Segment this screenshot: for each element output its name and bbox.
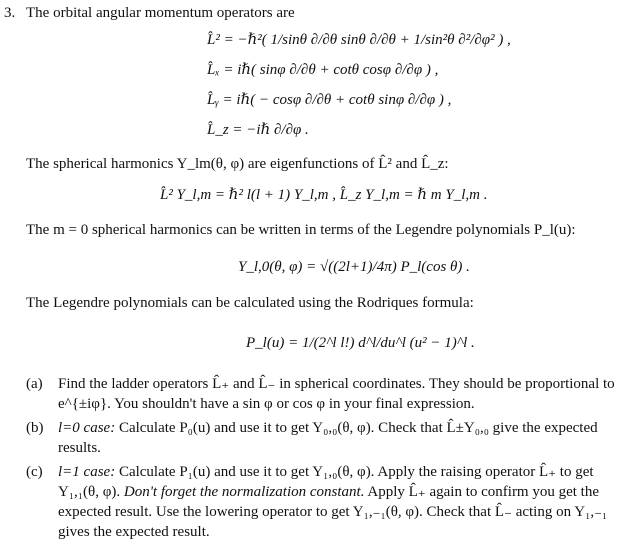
part-c-body: Calculate P₁(u) and use it to get Y₁,₀(θ, φ). Apply the raising operator L̂₊ to get Y₁,₁(θ, φ). (58, 464, 594, 500)
part-a-label: (a) (26, 376, 43, 392)
part-b-text (58, 418, 632, 458)
part-b-case: l=0 case: (58, 420, 116, 436)
part-c-case: l=1 case: (58, 464, 116, 480)
operator-Ly: L̂ᵧ = iℏ( − cosφ ∂/∂θ + cotθ sinφ ∂/∂φ ) , (207, 92, 452, 108)
part-c-label: (c) (26, 464, 43, 480)
problem-number: 3. (4, 5, 16, 21)
problem-intro: The orbital angular momentum operators are (26, 5, 295, 21)
part-c-emphasis: Don't forget the normalization constant. (123, 484, 365, 500)
spherical-harmonics-intro: The spherical harmonics Y_lm(θ, φ) are eigenfunctions of L̂² and L̂_z: (26, 156, 449, 172)
eigenvalue-equations: L̂² Y_l,m = ℏ² l(l + 1) Y_l,m , L̂_z Y_l,m = ℏ m Y_l,m . (160, 187, 488, 203)
m0-intro: The m = 0 spherical harmonics can be written in terms of the Legendre polynomials P_l(u): (26, 222, 576, 238)
rodriques-equation: P_l(u) = 1/(2^l l!) d^l/du^l (u² − 1)^l . (246, 335, 475, 351)
operator-Lz: L̂_z = −iℏ ∂/∂φ . (207, 122, 309, 138)
operator-Lx: L̂ₓ = iℏ( sinφ ∂/∂θ + cotθ cosφ ∂/∂φ ) , (207, 62, 439, 78)
rodriques-intro: The Legendre polynomials can be calculated using the Rodriques formula: (26, 295, 474, 311)
operator-L2: L̂² = −ℏ²( 1/sinθ ∂/∂θ sinθ ∂/∂θ + 1/sin²θ ∂²/∂φ² ) , (207, 32, 511, 48)
part-b-body: Calculate P₀(u) and use it to get Y₀,₀(θ, φ). Check that L̂±Y₀,₀ give the expected results. (58, 420, 598, 456)
part-a-text: Find the ladder operators L̂₊ and L̂₋ in spherical coordinates. They should be proportional to e^{±iφ}. You shouldn't have a sin φ or cos φ in your final expression. (58, 376, 615, 412)
part-c-text (58, 462, 632, 542)
m0-equation: Y_l,0(θ, φ) = √((2l+1)/4π) P_l(cos θ) . (238, 259, 470, 275)
part-c-body-2: Apply L̂₊ again to confirm you get the expected result. Use the lowering operator to get Y₁,₋₁(θ, φ). Check that L̂₋ acting on Y₁,₋₁ gives the expected result. (58, 484, 608, 540)
part-b-label: (b) (26, 420, 44, 436)
